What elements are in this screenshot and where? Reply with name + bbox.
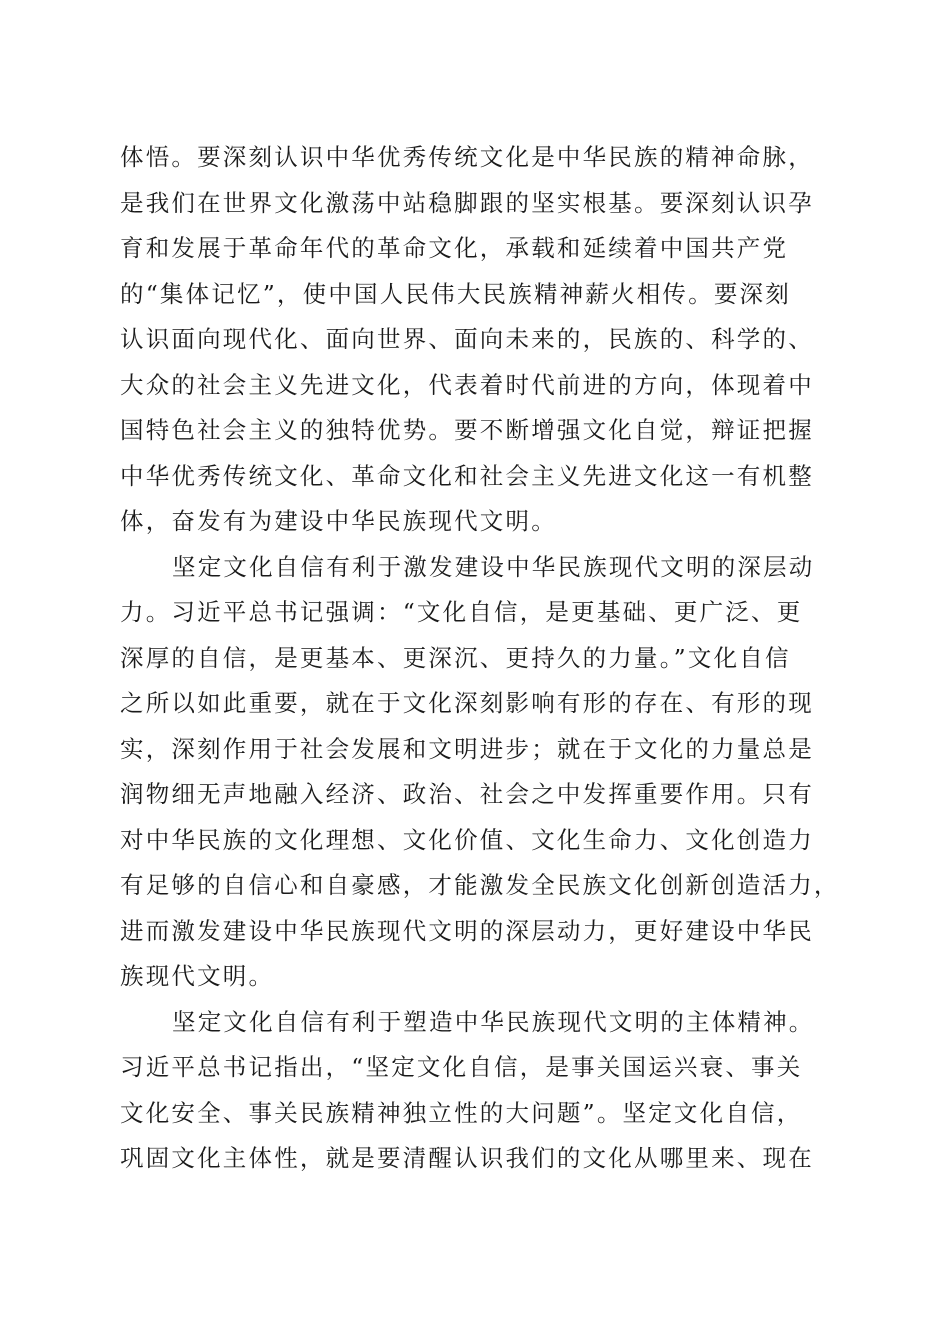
text-line: 之所以如此重要，就在于文化深刻影响有形的存在、有形的现 xyxy=(120,689,814,717)
text-line: 力。习近平总书记强调：“文化自信，是更基础、更广泛、更 xyxy=(120,598,803,626)
text-line: 的“集体记忆”，使中国人民伟大民族精神薪火相传。要深刻 xyxy=(120,279,791,308)
text-line: 体，奋发有为建设中华民族现代文明。 xyxy=(120,507,557,535)
text-line: 习近平总书记指出，“坚定文化自信，是事关国运兴衰、事关 xyxy=(120,1053,803,1081)
text-line: 对中华民族的文化理想、文化价值、文化生命力、文化创造力 xyxy=(120,825,814,854)
paragraph-3 xyxy=(120,1000,840,1182)
text-line: 体悟。要深刻认识中华优秀传统文化是中华民族的精神命脉， xyxy=(120,143,814,171)
text-line: 国特色社会主义的独特优势。要不断增强文化自觉，辩证把握 xyxy=(120,416,814,444)
text-line-indented: 坚定文化自信有利于激发建设中华民族现代文明的深层动 xyxy=(172,552,815,581)
paragraph-1 xyxy=(120,135,840,545)
text-line: 进而激发建设中华民族现代文明的深层动力，更好建设中华民 xyxy=(120,916,814,945)
text-line: 育和发展于革命年代的革命文化，承载和延续着中国共产党 xyxy=(120,234,789,262)
paragraph-2 xyxy=(120,545,840,1000)
text-line: 有足够的自信心和自豪感，才能激发全民族文化创新创造活力， xyxy=(120,871,840,899)
text-line: 文化安全、事关民族精神独立性的大问题”。坚定文化自信， xyxy=(120,1098,803,1127)
text-line: 中华优秀传统文化、革命文化和社会主义先进文化这一有机整 xyxy=(120,461,814,490)
text-line: 族现代文明。 xyxy=(120,962,275,990)
text-line-indented: 坚定文化自信有利于塑造中华民族现代文明的主体精神。 xyxy=(172,1007,815,1036)
text-line: 巩固文化主体性，就是要清醒认识我们的文化从哪里来、现在 xyxy=(120,1144,814,1172)
text-line: 深厚的自信，是更基本、更深沉、更持久的力量。”文化自信 xyxy=(120,643,791,672)
text-line: 大众的社会主义先进文化，代表着时代前进的方向，体现着中 xyxy=(120,370,814,399)
text-line: 认识面向现代化、面向世界、面向未来的，民族的、科学的、 xyxy=(120,325,814,353)
document-body xyxy=(120,135,840,1182)
text-line: 是我们在世界文化激荡中站稳脚跟的坚实根基。要深刻认识孕 xyxy=(120,188,814,217)
text-line: 润物细无声地融入经济、政治、社会之中发挥重要作用。只有 xyxy=(120,780,814,808)
text-line: 实，深刻作用于社会发展和文明进步；就在于文化的力量总是 xyxy=(120,734,814,763)
